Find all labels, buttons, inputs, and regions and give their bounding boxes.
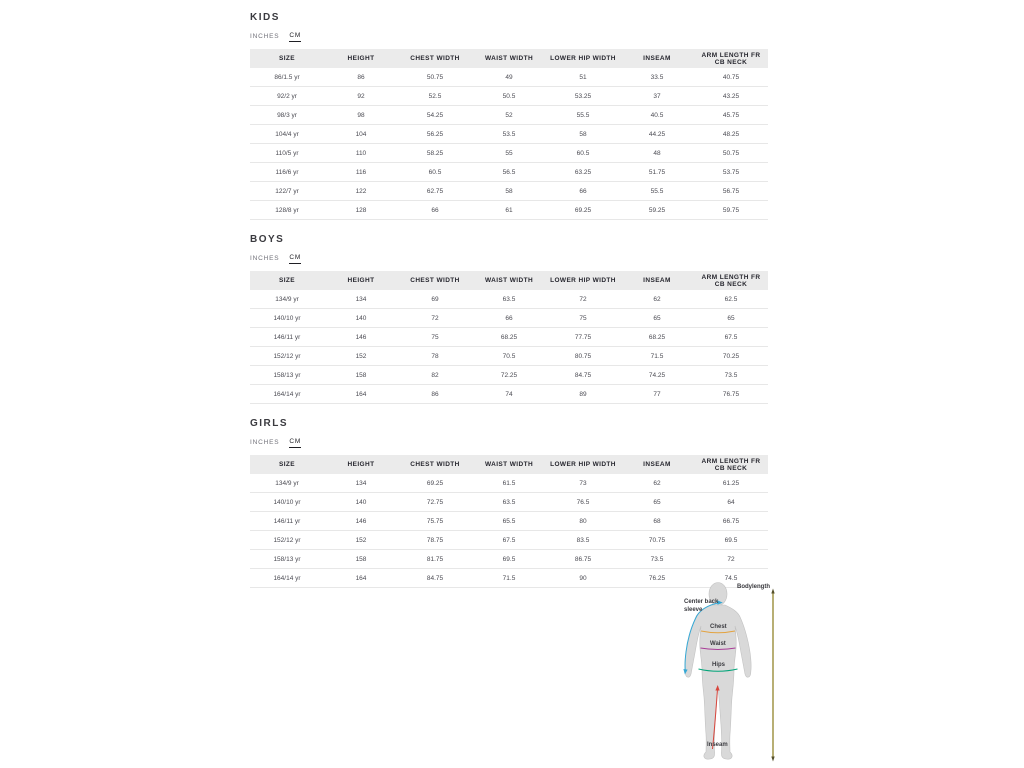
col-waist-width: WAIST WIDTH — [472, 271, 546, 290]
value-cell: 134 — [324, 474, 398, 493]
section-title-kids: KIDS — [250, 12, 280, 23]
col-waist-width: WAIST WIDTH — [472, 455, 546, 474]
center-back-sleeve-label-line1: Center back — [684, 599, 719, 605]
table-row — [250, 163, 768, 182]
value-cell: 104 — [324, 125, 398, 144]
value-cell: 90 — [546, 569, 620, 588]
table-row — [250, 106, 768, 125]
section-title-girls: GIRLS — [250, 418, 289, 429]
value-cell: 80 — [546, 512, 620, 531]
value-cell: 68.25 — [472, 328, 546, 347]
size-cell: 164/14 yr — [250, 569, 324, 588]
value-cell: 62.5 — [694, 290, 768, 309]
value-cell: 62.75 — [398, 182, 472, 201]
table-row — [250, 144, 768, 163]
col-chest-width: CHEST WIDTH — [398, 49, 472, 68]
value-cell: 67.5 — [694, 328, 768, 347]
value-cell: 152 — [324, 347, 398, 366]
table-row — [250, 125, 768, 144]
value-cell: 69.5 — [472, 550, 546, 569]
value-cell: 74.25 — [620, 366, 694, 385]
size-cell: 110/5 yr — [250, 144, 324, 163]
value-cell: 53.25 — [546, 87, 620, 106]
table-header — [250, 455, 768, 474]
value-cell: 98 — [324, 106, 398, 125]
table-row — [250, 309, 768, 328]
section-girls — [250, 418, 768, 588]
value-cell: 78 — [398, 347, 472, 366]
value-cell: 52.5 — [398, 87, 472, 106]
value-cell: 62 — [620, 474, 694, 493]
value-cell: 56.25 — [398, 125, 472, 144]
table-row — [250, 290, 768, 309]
value-cell: 66 — [472, 309, 546, 328]
size-cell: 134/9 yr — [250, 290, 324, 309]
col-waist-width: WAIST WIDTH — [472, 49, 546, 68]
value-cell: 86 — [324, 68, 398, 87]
value-cell: 71.5 — [472, 569, 546, 588]
unit-tabs-boys — [250, 254, 768, 264]
table-row — [250, 182, 768, 201]
col-inseam: INSEAM — [620, 455, 694, 474]
center-back-sleeve-label-line2: sleeve — [684, 607, 703, 613]
col-arm-length: ARM LENGTH FR CB NECK — [694, 271, 768, 290]
value-cell: 40.5 — [620, 106, 694, 125]
waist-label: Waist — [710, 640, 726, 647]
value-cell: 70.75 — [620, 531, 694, 550]
value-cell: 48 — [620, 144, 694, 163]
value-cell: 70.5 — [472, 347, 546, 366]
value-cell: 64 — [694, 493, 768, 512]
value-cell: 80.75 — [546, 347, 620, 366]
size-cell: 146/11 yr — [250, 512, 324, 531]
body-measurement-diagram — [668, 582, 783, 767]
col-arm-length: ARM LENGTH FR CB NECK — [694, 455, 768, 474]
value-cell: 146 — [324, 328, 398, 347]
size-cell: 146/11 yr — [250, 328, 324, 347]
value-cell: 55.5 — [620, 182, 694, 201]
value-cell: 68.25 — [620, 328, 694, 347]
value-cell: 55 — [472, 144, 546, 163]
value-cell: 50.75 — [398, 68, 472, 87]
value-cell: 164 — [324, 385, 398, 404]
size-tables-column — [250, 12, 768, 602]
value-cell: 63.5 — [472, 493, 546, 512]
size-cell: 104/4 yr — [250, 125, 324, 144]
col-size: SIZE — [250, 455, 324, 474]
tab-inches[interactable]: INCHES — [250, 439, 280, 446]
value-cell: 72 — [694, 550, 768, 569]
value-cell: 128 — [324, 201, 398, 220]
size-cell: 122/7 yr — [250, 182, 324, 201]
value-cell: 58 — [546, 125, 620, 144]
table-row — [250, 87, 768, 106]
value-cell: 73 — [546, 474, 620, 493]
value-cell: 49 — [472, 68, 546, 87]
value-cell: 76.25 — [620, 569, 694, 588]
size-cell: 92/2 yr — [250, 87, 324, 106]
value-cell: 86.75 — [546, 550, 620, 569]
table-row — [250, 512, 768, 531]
table-row — [250, 385, 768, 404]
table-row — [250, 366, 768, 385]
bodylength-label: Bodylength — [737, 584, 770, 590]
value-cell: 146 — [324, 512, 398, 531]
table-row — [250, 493, 768, 512]
value-cell: 140 — [324, 309, 398, 328]
value-cell: 61.5 — [472, 474, 546, 493]
size-cell: 158/13 yr — [250, 550, 324, 569]
value-cell: 61 — [472, 201, 546, 220]
size-cell: 158/13 yr — [250, 366, 324, 385]
value-cell: 59.25 — [620, 201, 694, 220]
col-inseam: INSEAM — [620, 49, 694, 68]
value-cell: 92 — [324, 87, 398, 106]
value-cell: 89 — [546, 385, 620, 404]
value-cell: 72.25 — [472, 366, 546, 385]
value-cell: 56.75 — [694, 182, 768, 201]
size-table-boys — [250, 271, 768, 404]
value-cell: 69.25 — [546, 201, 620, 220]
value-cell: 44.25 — [620, 125, 694, 144]
col-chest-width: CHEST WIDTH — [398, 455, 472, 474]
value-cell: 78.75 — [398, 531, 472, 550]
value-cell: 72 — [546, 290, 620, 309]
value-cell: 134 — [324, 290, 398, 309]
size-table-kids — [250, 49, 768, 220]
chest-label: Chest — [710, 623, 727, 630]
size-cell: 140/10 yr — [250, 493, 324, 512]
section-kids — [250, 12, 768, 220]
value-cell: 55.5 — [546, 106, 620, 125]
value-cell: 58.25 — [398, 144, 472, 163]
value-cell: 58 — [472, 182, 546, 201]
value-cell: 63.5 — [472, 290, 546, 309]
tab-inches[interactable]: INCHES — [250, 255, 280, 262]
table-row — [250, 201, 768, 220]
value-cell: 116 — [324, 163, 398, 182]
table-header — [250, 271, 768, 290]
table-row — [250, 347, 768, 366]
col-height: HEIGHT — [324, 271, 398, 290]
value-cell: 60.5 — [398, 163, 472, 182]
value-cell: 81.75 — [398, 550, 472, 569]
value-cell: 53.75 — [694, 163, 768, 182]
value-cell: 54.25 — [398, 106, 472, 125]
value-cell: 73.5 — [620, 550, 694, 569]
size-cell: 134/9 yr — [250, 474, 324, 493]
col-lower-hip-width: LOWER HIP WIDTH — [546, 455, 620, 474]
value-cell: 86 — [398, 385, 472, 404]
value-cell: 110 — [324, 144, 398, 163]
value-cell: 73.5 — [694, 366, 768, 385]
bodylength-tip-top — [771, 589, 774, 594]
col-chest-width: CHEST WIDTH — [398, 271, 472, 290]
value-cell: 48.25 — [694, 125, 768, 144]
value-cell: 75 — [398, 328, 472, 347]
value-cell: 82 — [398, 366, 472, 385]
size-cell: 116/6 yr — [250, 163, 324, 182]
size-cell: 86/1.5 yr — [250, 68, 324, 87]
size-cell: 164/14 yr — [250, 385, 324, 404]
table-row — [250, 68, 768, 87]
value-cell: 72.75 — [398, 493, 472, 512]
tab-inches[interactable]: INCHES — [250, 33, 280, 40]
value-cell: 158 — [324, 366, 398, 385]
size-cell: 128/8 yr — [250, 201, 324, 220]
value-cell: 66.75 — [694, 512, 768, 531]
value-cell: 51.75 — [620, 163, 694, 182]
value-cell: 69 — [398, 290, 472, 309]
value-cell: 37 — [620, 87, 694, 106]
tab-cm[interactable]: CM — [289, 254, 301, 264]
value-cell: 50.75 — [694, 144, 768, 163]
table-row — [250, 550, 768, 569]
value-cell: 59.75 — [694, 201, 768, 220]
section-title-boys: BOYS — [250, 234, 285, 245]
value-cell: 69.25 — [398, 474, 472, 493]
value-cell: 40.75 — [694, 68, 768, 87]
col-height: HEIGHT — [324, 49, 398, 68]
value-cell: 66 — [546, 182, 620, 201]
value-cell: 67.5 — [472, 531, 546, 550]
value-cell: 51 — [546, 68, 620, 87]
inseam-label: Inseam — [707, 742, 728, 748]
table-row — [250, 328, 768, 347]
size-cell: 98/3 yr — [250, 106, 324, 125]
value-cell: 72 — [398, 309, 472, 328]
table-row — [250, 531, 768, 550]
value-cell: 140 — [324, 493, 398, 512]
col-inseam: INSEAM — [620, 271, 694, 290]
col-arm-length: ARM LENGTH FR CB NECK — [694, 49, 768, 68]
value-cell: 61.25 — [694, 474, 768, 493]
value-cell: 77 — [620, 385, 694, 404]
value-cell: 66 — [398, 201, 472, 220]
size-cell: 140/10 yr — [250, 309, 324, 328]
col-size: SIZE — [250, 271, 324, 290]
value-cell: 76.75 — [694, 385, 768, 404]
value-cell: 122 — [324, 182, 398, 201]
value-cell: 74 — [472, 385, 546, 404]
value-cell: 43.25 — [694, 87, 768, 106]
value-cell: 84.75 — [398, 569, 472, 588]
value-cell: 52 — [472, 106, 546, 125]
value-cell: 83.5 — [546, 531, 620, 550]
value-cell: 70.25 — [694, 347, 768, 366]
value-cell: 45.75 — [694, 106, 768, 125]
value-cell: 76.5 — [546, 493, 620, 512]
size-cell: 152/12 yr — [250, 531, 324, 550]
value-cell: 75 — [546, 309, 620, 328]
value-cell: 158 — [324, 550, 398, 569]
value-cell: 33.5 — [620, 68, 694, 87]
tab-cm[interactable]: CM — [289, 32, 301, 42]
value-cell: 50.5 — [472, 87, 546, 106]
value-cell: 74.5 — [694, 569, 768, 588]
value-cell: 65.5 — [472, 512, 546, 531]
table-header — [250, 49, 768, 68]
section-boys — [250, 234, 768, 404]
tab-cm[interactable]: CM — [289, 438, 301, 448]
col-size: SIZE — [250, 49, 324, 68]
size-cell: 152/12 yr — [250, 347, 324, 366]
value-cell: 65 — [620, 493, 694, 512]
value-cell: 77.75 — [546, 328, 620, 347]
col-height: HEIGHT — [324, 455, 398, 474]
value-cell: 65 — [620, 309, 694, 328]
value-cell: 63.25 — [546, 163, 620, 182]
value-cell: 152 — [324, 531, 398, 550]
col-lower-hip-width: LOWER HIP WIDTH — [546, 271, 620, 290]
col-lower-hip-width: LOWER HIP WIDTH — [546, 49, 620, 68]
value-cell: 60.5 — [546, 144, 620, 163]
value-cell: 65 — [694, 309, 768, 328]
value-cell: 75.75 — [398, 512, 472, 531]
value-cell: 69.5 — [694, 531, 768, 550]
value-cell: 68 — [620, 512, 694, 531]
value-cell: 56.5 — [472, 163, 546, 182]
unit-tabs-kids — [250, 32, 768, 42]
value-cell: 84.75 — [546, 366, 620, 385]
table-row — [250, 474, 768, 493]
value-cell: 53.5 — [472, 125, 546, 144]
unit-tabs-girls — [250, 438, 768, 448]
hips-label: Hips — [712, 661, 726, 668]
value-cell: 62 — [620, 290, 694, 309]
value-cell: 71.5 — [620, 347, 694, 366]
value-cell: 164 — [324, 569, 398, 588]
bodylength-tip-bottom — [771, 757, 774, 762]
size-table-girls — [250, 455, 768, 588]
